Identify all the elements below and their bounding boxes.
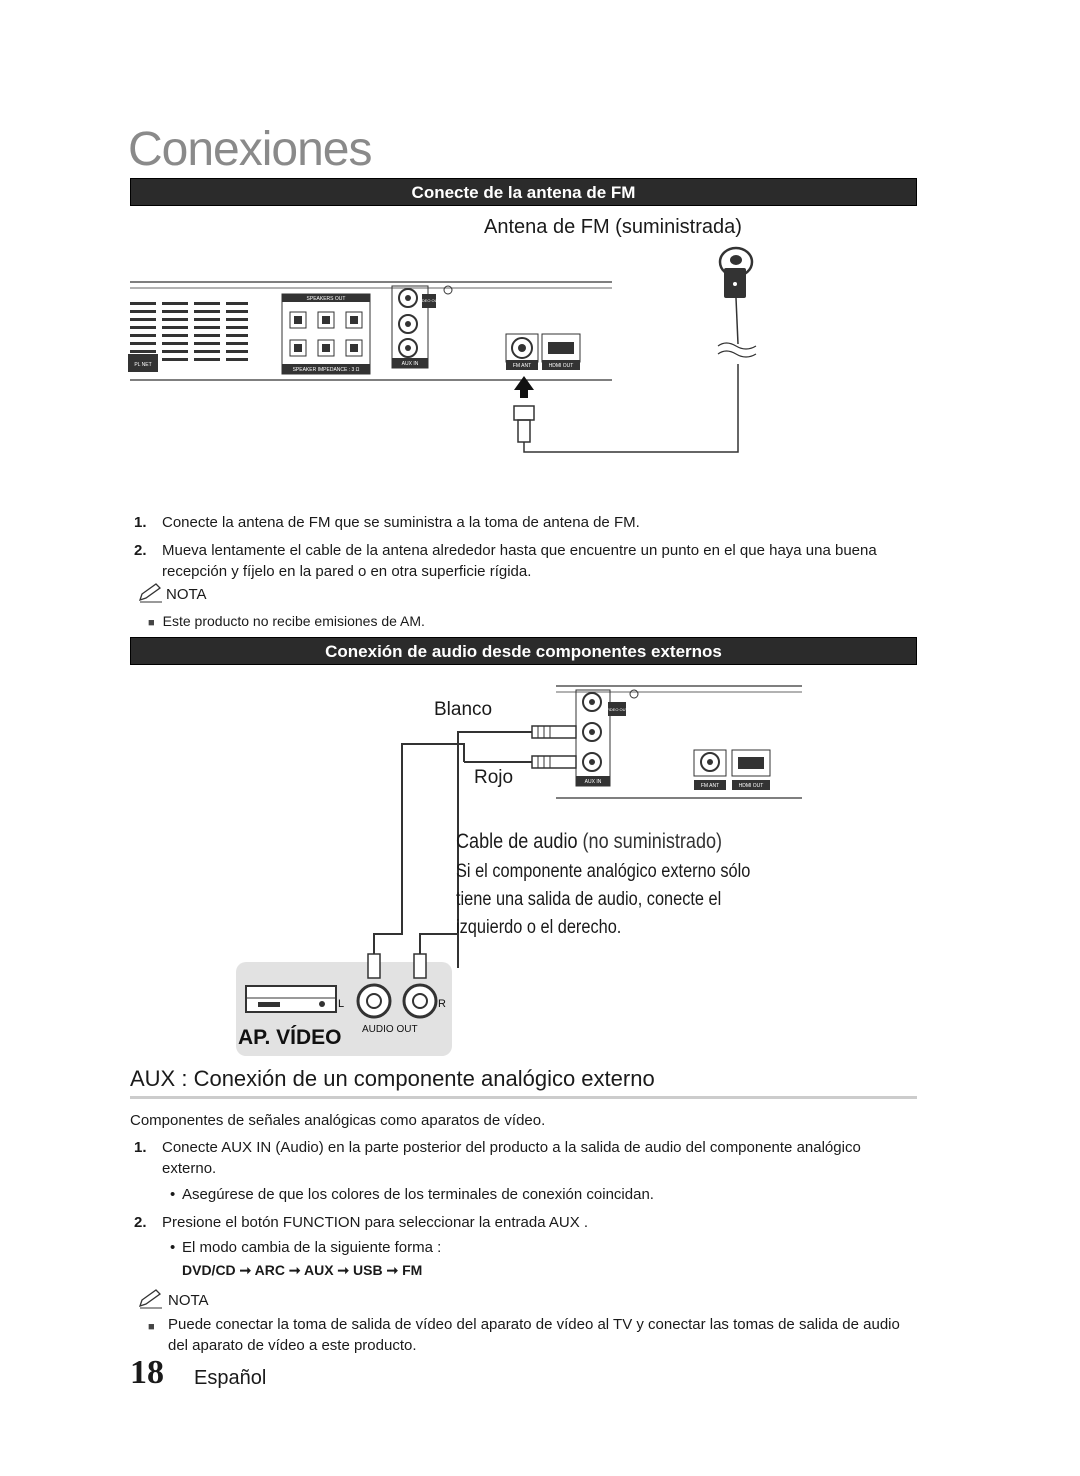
step-key: FUNCTION: [282, 1214, 361, 1231]
note-text: Puede conectar la toma de salida de vídeo del aparato de vídeo al TV y conectar las tomas de salida de audio del aparato de vídeo a este producto.: [168, 1316, 900, 1354]
cable-caption-main: Cable de audio: [456, 830, 578, 853]
step-text-b: (Audio) en la parte posterior del producto a la salida de audio del componente analógico externo.: [162, 1139, 861, 1177]
list-item: [134, 1184, 904, 1205]
cable-caption: [456, 830, 722, 854]
step-key: AUX .: [548, 1214, 589, 1231]
video-out-label: VIDEO OUT: [417, 298, 441, 303]
section-bar-label: Conexión de audio desde componentes externos: [325, 642, 722, 661]
note-pencil-icon: [138, 1288, 164, 1310]
step-key: AUX IN: [221, 1139, 272, 1156]
cable-note-line: tiene una salida de audio, conecte el: [456, 889, 722, 910]
antenna-caption: Antena de FM (suministrada): [484, 216, 742, 238]
step-text-a: Conecte: [162, 1139, 222, 1156]
speakers-out-label: SPEAKERS OUT: [306, 296, 346, 302]
aux-steps-list: [134, 1137, 904, 1281]
note-text-row: [148, 611, 425, 634]
vent-grill-icon: [130, 302, 248, 361]
hdmi-out-label: HDMI OUT: [548, 363, 574, 369]
video-out-label: VIDEO OUT: [605, 707, 629, 712]
list-item: [134, 1237, 904, 1258]
impedance-label: SPEAKER IMPEDANCE : 3 Ω: [292, 367, 360, 373]
fm-antenna-diagram: [126, 240, 766, 460]
aux-in-label: AUX IN: [401, 361, 419, 367]
fm-connector-icon: [514, 406, 534, 420]
bullet-text: Asegúrese de que los colores de los terminales de conexión coincidan.: [182, 1186, 654, 1203]
step-number: 2.: [134, 1214, 147, 1231]
list-item: [134, 1212, 904, 1233]
step-number: 1.: [134, 1139, 147, 1156]
section-bar-label: Conecte de la antena de FM: [411, 183, 636, 202]
step-text: Conecte la antena de FM que se suministra a la toma de antena de FM.: [162, 514, 640, 531]
rca-plug-red-icon: [532, 756, 576, 768]
bullet-icon: •: [170, 1239, 176, 1256]
note-label: NOTA: [168, 1292, 209, 1309]
bullet-icon: •: [170, 1186, 176, 1203]
note-text-row: [148, 1314, 908, 1356]
red-label: Rojo: [474, 767, 514, 788]
device-label: AP. VÍDEO: [238, 1026, 342, 1049]
step-text: Mueva lentamente el cable de la antena alrededor hasta que encuentre un punto en el que haya una buena recepción y fíjelo en la pared o en otra superficie rígida.: [162, 542, 877, 580]
step-number: 2.: [134, 542, 147, 559]
note-pencil-icon: [138, 582, 164, 604]
list-item: [134, 540, 904, 582]
step-number: 1.: [134, 514, 147, 531]
page-language: Español: [194, 1367, 267, 1389]
list-item: [134, 512, 904, 533]
cable-note-line: Si el componente analógico externo sólo: [456, 861, 751, 882]
page-number: 18: [130, 1354, 164, 1391]
speakers-out-block: [282, 294, 370, 374]
square-bullet-icon: ■: [148, 617, 155, 629]
note-text: Este producto no recibe emisiones de AM.: [162, 613, 425, 629]
mode-sequence: DVD/CD ➞ ARC ➞ AUX ➞ USB ➞ FM: [182, 1262, 423, 1278]
list-item: [134, 1137, 904, 1179]
antenna-head-icon: [718, 248, 756, 357]
pl-net-label: PL NET: [134, 362, 152, 368]
hdmi-out-label: HDMI OUT: [738, 783, 764, 789]
section-title-aux: AUX : Conexión de un componente analógico externo: [130, 1066, 917, 1099]
section-bar-audio-external: [130, 637, 917, 665]
rca-plug-white-icon: [532, 726, 576, 738]
note-label: NOTA: [166, 586, 207, 603]
aux-intro: Componentes de señales analógicas como aparatos de vídeo.: [130, 1112, 546, 1129]
page-title: Conexiones: [128, 123, 372, 176]
fm-ant-label: FM ANT: [512, 363, 532, 369]
audio-out-label: AUDIO OUT: [362, 1024, 418, 1035]
aux-in-label: AUX IN: [584, 779, 602, 785]
cable-caption-sub: (no suministrado): [582, 830, 723, 853]
fm-steps-list: [134, 512, 904, 582]
cable-note-line: izquierdo o el derecho.: [456, 917, 622, 938]
section-bar-fm-antenna: [130, 178, 917, 206]
jack-r-label: R: [438, 998, 446, 1010]
cable-note: [456, 858, 750, 942]
square-bullet-icon: ■: [148, 1321, 155, 1333]
step-text-a: Presione el botón: [162, 1214, 283, 1231]
jack-l-label: L: [338, 998, 345, 1010]
step-text-b: para seleccionar la entrada: [360, 1214, 549, 1231]
bullet-text: El modo cambia de la siguiente forma :: [182, 1239, 442, 1256]
white-label: Blanco: [434, 699, 493, 720]
vcr-icon: [246, 986, 336, 1012]
fm-ant-label: FM ANT: [700, 783, 720, 789]
arrow-up-icon: [514, 376, 534, 398]
